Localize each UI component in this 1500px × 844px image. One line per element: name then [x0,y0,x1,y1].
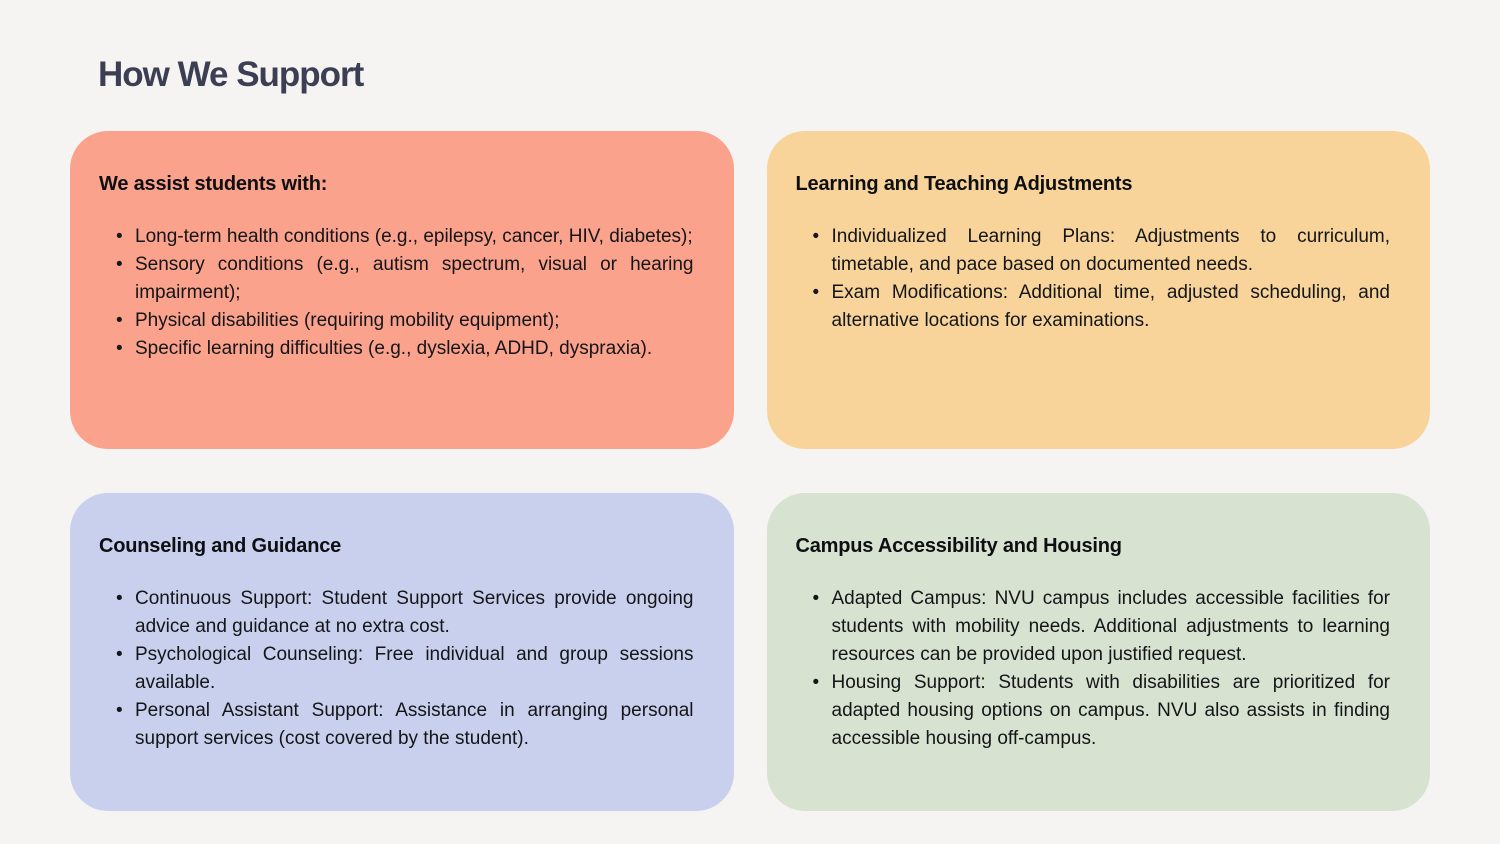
list-item: • Housing Support: Students with disabilities are prioritized for adapted housing options on campus. NVU also assists in finding accessible housing off-campus. [813,669,1391,753]
card-campus-accessibility-housing [767,493,1431,811]
list-learning-teaching-adjustments [796,223,1391,335]
card-counseling-guidance [70,493,734,811]
card-we-assist-students [70,131,734,449]
card-title-learning-teaching-adjustments: Learning and Teaching Adjustments [795,173,1133,195]
card-title-campus-accessibility-housing: Campus Accessibility and Housing [795,535,1122,557]
list-campus-accessibility-housing [796,585,1391,753]
list-item: • Long-term health conditions (e.g., epilepsy, cancer, HIV, diabetes); [116,223,694,251]
card-learning-teaching-adjustments [767,131,1431,449]
list-item: • Psychological Counseling: Free individual and group sessions available. [116,641,694,697]
list-item: • Individualized Learning Plans: Adjustments to curriculum, timetable, and pace based on documented needs. [813,223,1391,279]
card-title-we-assist-students: We assist students with: [99,173,328,195]
list-item: • Physical disabilities (requiring mobility equipment); [116,307,694,335]
card-title-counseling-guidance: Counseling and Guidance [99,535,342,557]
support-cards-grid [70,131,1430,811]
list-item: • Sensory conditions (e.g., autism spectrum, visual or hearing impairment); [116,251,694,307]
list-we-assist-students [99,223,694,363]
list-counseling-guidance [99,585,694,753]
list-item: • Personal Assistant Support: Assistance in arranging personal support services (cost covered by the student). [116,697,694,753]
list-item: • Adapted Campus: NVU campus includes accessible facilities for students with mobility needs. Additional adjustments to learning resources can be provided upon justified request. [813,585,1391,669]
list-item: • Continuous Support: Student Support Services provide ongoing advice and guidance at no extra cost. [116,585,694,641]
list-item: • Specific learning difficulties (e.g., dyslexia, ADHD, dyspraxia). [116,335,694,363]
list-item: • Exam Modifications: Additional time, adjusted scheduling, and alternative locations for examinations. [813,279,1391,335]
page-title: How We Support [98,55,364,94]
